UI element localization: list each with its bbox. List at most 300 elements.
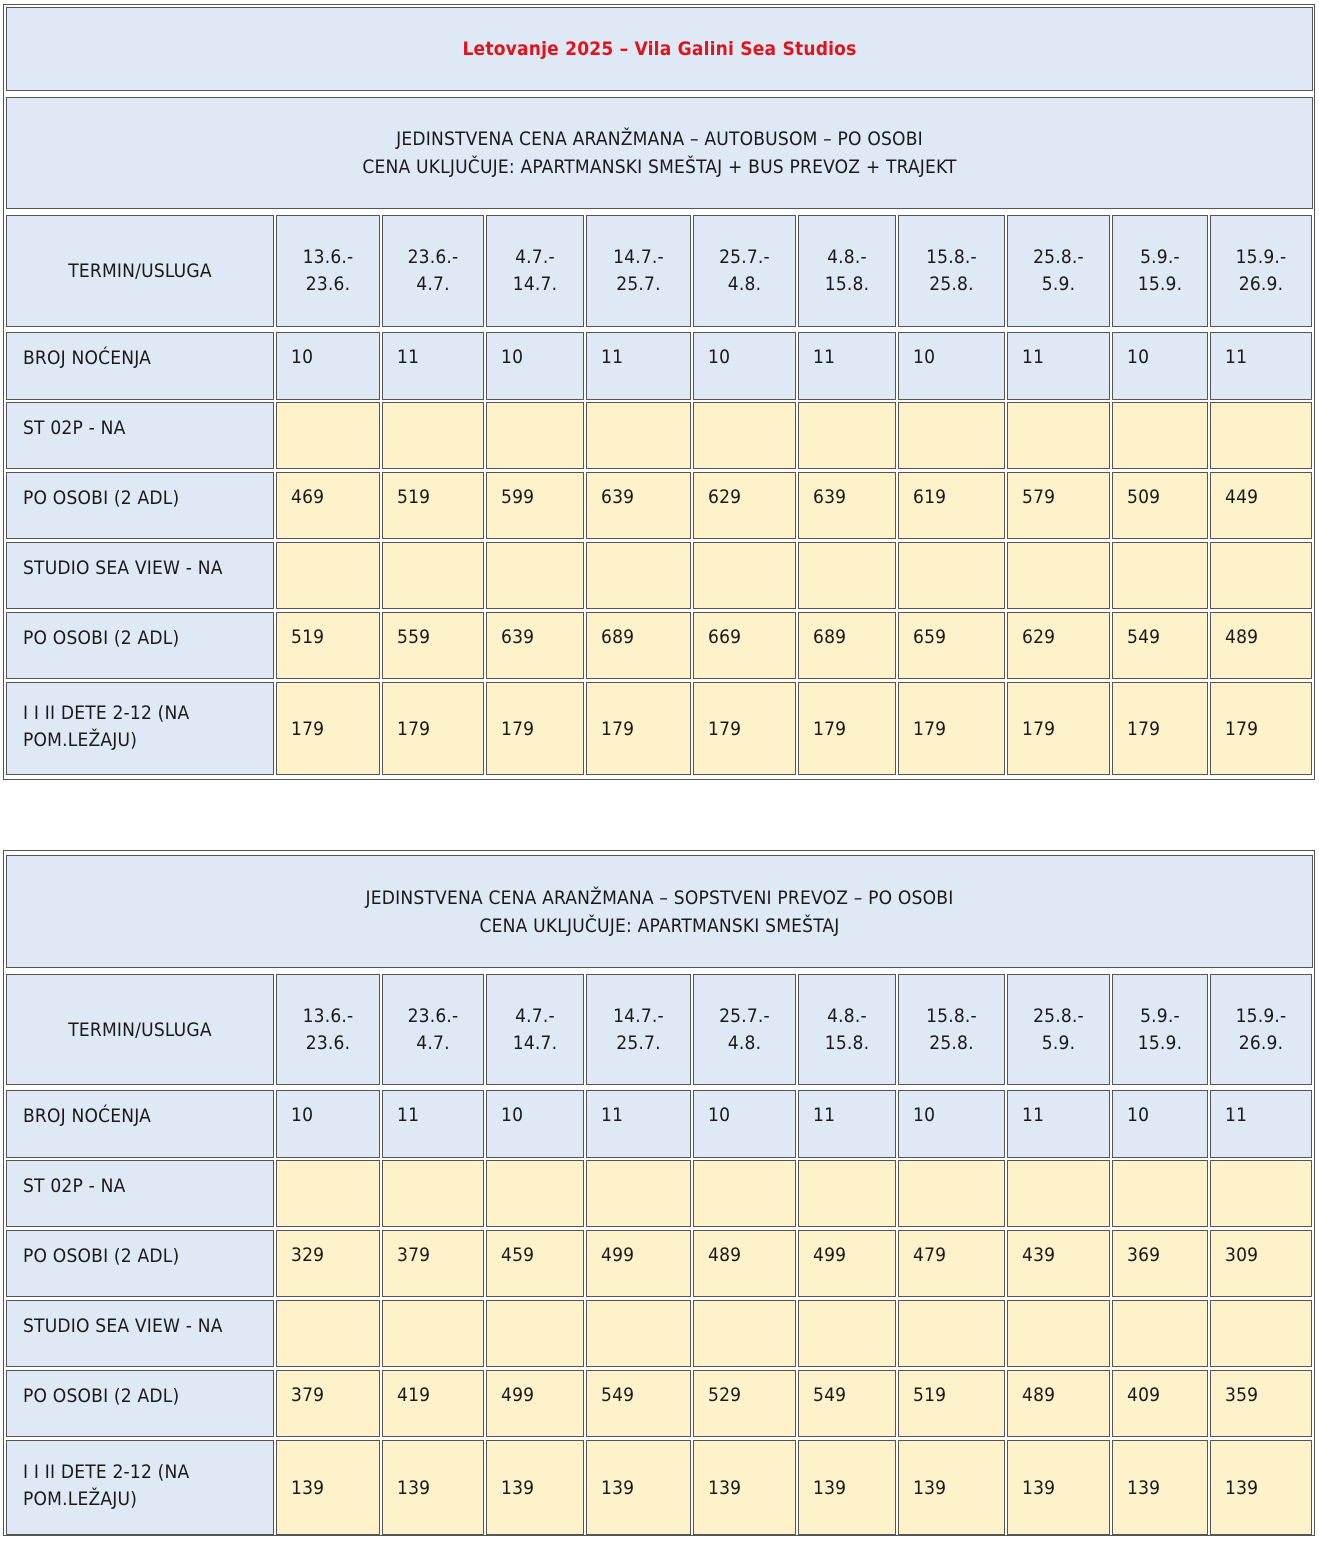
- price-value: 519: [913, 1384, 947, 1406]
- price-cell: [586, 1300, 691, 1367]
- row-label: [6, 542, 274, 609]
- price-cell: [898, 332, 1005, 400]
- price-cell: [586, 332, 691, 400]
- price-value: 11: [1225, 1104, 1248, 1126]
- price-cell: [798, 402, 896, 469]
- period-text: [1138, 244, 1182, 298]
- price-value: 11: [601, 346, 624, 368]
- price-value: 689: [813, 626, 847, 648]
- row-label-text: [23, 1459, 189, 1513]
- price-table: [3, 850, 1315, 1536]
- row-label: [6, 1160, 274, 1227]
- price-value: 689: [601, 626, 635, 648]
- period-from: 5.9.-: [1140, 246, 1180, 268]
- price-value: 469: [291, 486, 325, 508]
- row-label-text: PO OSOBI (2 ADL): [23, 627, 180, 649]
- period-to: 23.6.: [305, 1031, 351, 1054]
- price-value: 439: [1022, 1244, 1056, 1266]
- price-cell: [276, 1370, 380, 1437]
- price-value: 10: [501, 1104, 524, 1126]
- price-cell: [276, 682, 380, 775]
- price-cell: [898, 402, 1005, 469]
- period-from: 25.8.-: [1033, 1004, 1084, 1027]
- price-cell: [586, 682, 691, 775]
- period-header: [798, 215, 896, 327]
- period-text: [613, 1003, 664, 1057]
- price-value: 409: [1127, 1384, 1161, 1406]
- price-cell: [382, 542, 484, 609]
- price-value: 669: [708, 626, 742, 648]
- price-cell: [382, 1090, 484, 1158]
- row-label: [6, 332, 274, 400]
- row-label: [6, 1230, 274, 1297]
- price-cell: [1007, 542, 1110, 609]
- price-cell: [276, 1230, 380, 1297]
- period-from: 4.8.-: [827, 246, 867, 268]
- price-cell: [693, 1090, 796, 1158]
- period-header: [798, 974, 896, 1085]
- period-header: [1112, 974, 1208, 1085]
- price-cell: [1007, 1230, 1110, 1297]
- price-cell: [382, 402, 484, 469]
- row-label-text: BROJ NOĆENJA: [23, 347, 152, 369]
- price-value: 179: [708, 717, 742, 740]
- price-value: 11: [1225, 346, 1248, 368]
- price-value: 139: [397, 1476, 431, 1499]
- row-label: [6, 612, 274, 679]
- price-cell: [1112, 612, 1208, 679]
- price-cell: [382, 1160, 484, 1227]
- price-value: 139: [913, 1476, 947, 1499]
- price-cell: [276, 1160, 380, 1227]
- price-cell: [1210, 1230, 1312, 1297]
- period-to: 15.8.: [824, 1031, 870, 1054]
- price-value: 489: [1022, 1384, 1056, 1406]
- price-cell: [382, 612, 484, 679]
- price-cell: [1112, 1090, 1208, 1158]
- price-value: 10: [1127, 1104, 1150, 1126]
- period-from: 15.9.-: [1235, 1004, 1287, 1027]
- price-cell: [586, 542, 691, 609]
- period-from: 25.8.-: [1033, 246, 1084, 268]
- header-line-2: CENA UKLJUČUJE: APARTMANSKI SMEŠTAJ: [479, 914, 840, 937]
- price-value: 10: [1127, 346, 1150, 368]
- price-value: 179: [1127, 717, 1161, 740]
- price-cell: [586, 1370, 691, 1437]
- price-cell: [586, 612, 691, 679]
- price-cell: [798, 682, 896, 775]
- price-cell: [486, 1230, 584, 1297]
- period-from: 14.7.-: [613, 246, 664, 268]
- price-cell: [898, 1090, 1005, 1158]
- period-text: [1033, 244, 1084, 298]
- price-value: 359: [1225, 1384, 1259, 1406]
- period-from: 4.7.-: [515, 246, 555, 268]
- price-value: 419: [397, 1384, 431, 1406]
- period-header: [586, 974, 691, 1085]
- period-header: [586, 215, 691, 327]
- price-value: 179: [397, 717, 431, 740]
- price-cell: [1007, 1440, 1110, 1535]
- period-from: 13.6.-: [302, 246, 354, 268]
- row-label-text: BROJ NOĆENJA: [23, 1105, 152, 1127]
- period-header: [898, 215, 1005, 327]
- price-value: 449: [1225, 486, 1259, 508]
- period-from: 25.7.-: [719, 1004, 770, 1027]
- period-text: [303, 1003, 354, 1057]
- period-text: [825, 244, 869, 298]
- price-cell: [382, 1300, 484, 1367]
- price-cell: [898, 1370, 1005, 1437]
- price-cell: [798, 612, 896, 679]
- row-label-line-1: I I II DETE 2-12 (NA: [23, 1460, 190, 1483]
- price-value: 499: [501, 1384, 535, 1406]
- price-cell: [486, 1090, 584, 1158]
- price-cell: [1007, 402, 1110, 469]
- price-value: 489: [1225, 626, 1259, 648]
- price-cell: [382, 1230, 484, 1297]
- period-to: 26.9.: [1238, 1031, 1284, 1054]
- row-label: [6, 1440, 274, 1535]
- price-value: 459: [501, 1244, 535, 1266]
- price-value: 639: [501, 626, 535, 648]
- price-cell: [898, 542, 1005, 609]
- price-cell: [693, 472, 796, 539]
- period-to: 5.9.: [1041, 1031, 1076, 1054]
- period-header: [382, 974, 484, 1085]
- price-value: 629: [1022, 626, 1056, 648]
- price-value: 10: [708, 1104, 731, 1126]
- price-cell: [1210, 1440, 1312, 1535]
- price-cell: [798, 1370, 896, 1437]
- price-cell: [798, 332, 896, 400]
- price-value: 11: [813, 346, 836, 368]
- price-value: 11: [1022, 1104, 1045, 1126]
- period-text: [825, 1003, 869, 1057]
- period-from: 13.6.-: [302, 1004, 354, 1027]
- price-cell: [898, 1230, 1005, 1297]
- price-value: 139: [708, 1476, 742, 1499]
- price-value: 499: [813, 1244, 847, 1266]
- price-cell: [276, 1300, 380, 1367]
- price-cell: [586, 1440, 691, 1535]
- row-label-text: ST 02P - NA: [23, 1175, 126, 1197]
- price-value: 179: [1225, 717, 1259, 740]
- price-value: 139: [1225, 1476, 1259, 1499]
- price-cell: [276, 1440, 380, 1535]
- price-value: 179: [601, 717, 635, 740]
- period-header: [276, 974, 380, 1085]
- price-cell: [486, 682, 584, 775]
- row-label-line-2: POM.LEŽAJU): [23, 1487, 138, 1510]
- price-cell: [693, 332, 796, 400]
- title-text: Letovanje 2025 – Vila Galini Sea Studios: [462, 38, 857, 60]
- price-cell: [276, 332, 380, 400]
- price-value: 179: [813, 717, 847, 740]
- price-value: 11: [397, 1104, 420, 1126]
- table-header: [6, 97, 1313, 209]
- price-cell: [382, 682, 484, 775]
- price-cell: [798, 1090, 896, 1158]
- price-value: 579: [1022, 486, 1056, 508]
- corner-label-text: TERMIN/USLUGA: [68, 1018, 212, 1041]
- price-value: 629: [708, 486, 742, 508]
- price-cell: [1007, 1160, 1110, 1227]
- price-cell: [898, 612, 1005, 679]
- row-label: [6, 402, 274, 469]
- price-cell: [586, 402, 691, 469]
- price-cell: [1112, 1300, 1208, 1367]
- period-to: 15.9.: [1137, 1031, 1183, 1054]
- price-cell: [1210, 612, 1312, 679]
- row-label-text: STUDIO SEA VIEW - NA: [23, 1315, 223, 1337]
- row-label-text: PO OSOBI (2 ADL): [23, 487, 180, 509]
- document-title: [6, 7, 1313, 91]
- row-label-text: PO OSOBI (2 ADL): [23, 1245, 180, 1267]
- price-cell: [276, 612, 380, 679]
- price-cell: [382, 472, 484, 539]
- price-value: 309: [1225, 1244, 1259, 1266]
- price-cell: [1210, 1370, 1312, 1437]
- price-value: 179: [291, 717, 325, 740]
- price-cell: [1112, 472, 1208, 539]
- period-from: 5.9.-: [1140, 1004, 1180, 1027]
- price-value: 499: [601, 1244, 635, 1266]
- period-to: 25.8.: [929, 273, 974, 295]
- price-value: 639: [813, 486, 847, 508]
- price-cell: [798, 1230, 896, 1297]
- price-value: 10: [913, 1104, 936, 1126]
- period-to: 25.7.: [616, 1031, 661, 1054]
- row-label-line-2: POM.LEŽAJU): [23, 728, 138, 751]
- price-cell: [1210, 682, 1312, 775]
- row-label: [6, 1090, 274, 1158]
- price-cell: [798, 1440, 896, 1535]
- price-cell: [486, 612, 584, 679]
- price-value: 369: [1127, 1244, 1161, 1266]
- price-cell: [586, 1090, 691, 1158]
- period-to: 26.9.: [1238, 273, 1284, 295]
- price-value: 139: [1022, 1476, 1056, 1499]
- corner-label-text: TERMIN/USLUGA: [68, 260, 212, 282]
- period-to: 14.7.: [512, 1031, 558, 1054]
- price-value: 11: [397, 346, 420, 368]
- row-label-text: STUDIO SEA VIEW - NA: [23, 557, 223, 579]
- price-cell: [1112, 402, 1208, 469]
- price-cell: [693, 612, 796, 679]
- price-cell: [1007, 1370, 1110, 1437]
- period-header: [486, 215, 584, 327]
- period-header: [693, 215, 796, 327]
- period-to: 15.9.: [1137, 273, 1183, 295]
- price-cell: [693, 1160, 796, 1227]
- price-value: 379: [397, 1244, 431, 1266]
- price-value: 179: [501, 717, 535, 740]
- price-cell: [486, 1160, 584, 1227]
- period-to: 25.8.: [929, 1031, 974, 1054]
- price-value: 529: [708, 1384, 742, 1406]
- price-cell: [1210, 332, 1312, 400]
- price-cell: [1112, 1440, 1208, 1535]
- price-cell: [898, 1300, 1005, 1367]
- price-value: 10: [291, 1104, 314, 1126]
- price-cell: [486, 402, 584, 469]
- period-text: [1236, 1003, 1287, 1057]
- price-cell: [693, 1370, 796, 1437]
- period-text: [926, 1003, 977, 1057]
- price-value: 549: [1127, 626, 1161, 648]
- price-cell: [1007, 1090, 1110, 1158]
- period-to: 5.9.: [1041, 273, 1076, 295]
- row-label-line-1: I I II DETE 2-12 (NA: [23, 701, 190, 724]
- price-value: 509: [1127, 486, 1161, 508]
- price-cell: [382, 332, 484, 400]
- period-to: 4.7.: [416, 273, 450, 295]
- period-text: [408, 244, 459, 298]
- row-label-text: PO OSOBI (2 ADL): [23, 1385, 180, 1407]
- period-text: [513, 1003, 557, 1057]
- price-value: 139: [601, 1476, 635, 1499]
- period-from: 4.8.-: [827, 1004, 867, 1027]
- price-cell: [898, 682, 1005, 775]
- price-cell: [898, 472, 1005, 539]
- price-cell: [898, 1160, 1005, 1227]
- price-value: 179: [913, 717, 947, 740]
- price-value: 139: [813, 1476, 847, 1499]
- period-from: 15.8.-: [926, 246, 977, 268]
- price-cell: [1210, 472, 1312, 539]
- price-cell: [276, 472, 380, 539]
- price-cell: [1112, 542, 1208, 609]
- price-value: 11: [601, 1104, 624, 1126]
- price-value: 11: [813, 1104, 836, 1126]
- price-value: 11: [1022, 346, 1045, 368]
- price-value: 10: [291, 346, 314, 368]
- period-text: [926, 244, 977, 298]
- price-value: 519: [397, 486, 431, 508]
- header-line-2: CENA UKLJUČUJE: APARTMANSKI SMEŠTAJ + BUS PREVOZ + TRAJEKT: [362, 156, 957, 178]
- price-cell: [1007, 612, 1110, 679]
- period-to: 14.7.: [512, 273, 558, 295]
- table-header-text: [362, 125, 956, 181]
- price-value: 139: [1127, 1476, 1161, 1499]
- row-label-text: ST 02P - NA: [23, 417, 126, 439]
- price-value: 619: [913, 486, 947, 508]
- period-from: 15.8.-: [926, 1004, 977, 1027]
- price-cell: [586, 1160, 691, 1227]
- price-cell: [1007, 472, 1110, 539]
- price-value: 549: [601, 1384, 635, 1406]
- row-label-text: [23, 700, 189, 754]
- period-text: [719, 1003, 770, 1057]
- period-header: [276, 215, 380, 327]
- price-cell: [1112, 682, 1208, 775]
- price-value: 10: [708, 346, 731, 368]
- price-value: 639: [601, 486, 635, 508]
- price-cell: [693, 1230, 796, 1297]
- price-value: 479: [913, 1244, 947, 1266]
- price-value: 329: [291, 1244, 325, 1266]
- period-from: 23.6.-: [407, 1004, 459, 1027]
- price-cell: [586, 1230, 691, 1297]
- price-cell: [1112, 1230, 1208, 1297]
- row-label: [6, 1370, 274, 1437]
- price-cell: [1210, 1160, 1312, 1227]
- period-text: [1033, 1003, 1084, 1057]
- price-cell: [1210, 402, 1312, 469]
- price-cell: [486, 472, 584, 539]
- price-value: 139: [501, 1476, 535, 1499]
- price-cell: [382, 1440, 484, 1535]
- price-cell: [486, 542, 584, 609]
- period-text: [408, 1003, 459, 1057]
- price-table: [3, 4, 1315, 780]
- price-cell: [276, 402, 380, 469]
- price-cell: [1210, 1090, 1312, 1158]
- corner-label: [6, 215, 274, 327]
- price-cell: [586, 472, 691, 539]
- period-from: 4.7.-: [515, 1004, 555, 1027]
- price-cell: [486, 332, 584, 400]
- period-header: [382, 215, 484, 327]
- period-header: [1210, 215, 1312, 327]
- period-text: [1236, 244, 1287, 298]
- period-from: 23.6.-: [407, 246, 459, 268]
- price-value: 489: [708, 1244, 742, 1266]
- period-to: 4.8.: [727, 1031, 762, 1054]
- price-value: 379: [291, 1384, 325, 1406]
- price-cell: [1210, 542, 1312, 609]
- price-cell: [1007, 1300, 1110, 1367]
- period-to: 15.8.: [824, 273, 870, 295]
- period-header: [1007, 215, 1110, 327]
- price-cell: [1112, 332, 1208, 400]
- period-to: 23.6.: [305, 273, 351, 295]
- price-value: 659: [913, 626, 947, 648]
- price-cell: [798, 1300, 896, 1367]
- table-header: [6, 855, 1313, 968]
- price-cell: [693, 542, 796, 609]
- price-cell: [486, 1370, 584, 1437]
- period-header: [693, 974, 796, 1085]
- price-cell: [693, 682, 796, 775]
- price-value: 559: [397, 626, 431, 648]
- period-header: [1210, 974, 1312, 1085]
- table-header-text: [366, 884, 954, 940]
- price-cell: [276, 1090, 380, 1158]
- corner-label: [6, 974, 274, 1085]
- price-cell: [382, 1370, 484, 1437]
- period-to: 4.8.: [727, 273, 762, 295]
- price-cell: [898, 1440, 1005, 1535]
- header-line-1: JEDINSTVENA CENA ARANŽMANA – AUTOBUSOM – PO OSOBI: [396, 128, 923, 150]
- price-cell: [486, 1300, 584, 1367]
- price-value: 179: [1022, 717, 1056, 740]
- price-cell: [693, 1440, 796, 1535]
- period-header: [898, 974, 1005, 1085]
- price-cell: [693, 402, 796, 469]
- price-cell: [1007, 682, 1110, 775]
- price-value: 10: [913, 346, 936, 368]
- price-cell: [1210, 1300, 1312, 1367]
- period-header: [486, 974, 584, 1085]
- period-text: [303, 244, 354, 298]
- period-from: 25.7.-: [719, 246, 770, 268]
- row-label: [6, 1300, 274, 1367]
- price-cell: [1112, 1160, 1208, 1227]
- period-to: 25.7.: [616, 273, 661, 295]
- period-header: [1112, 215, 1208, 327]
